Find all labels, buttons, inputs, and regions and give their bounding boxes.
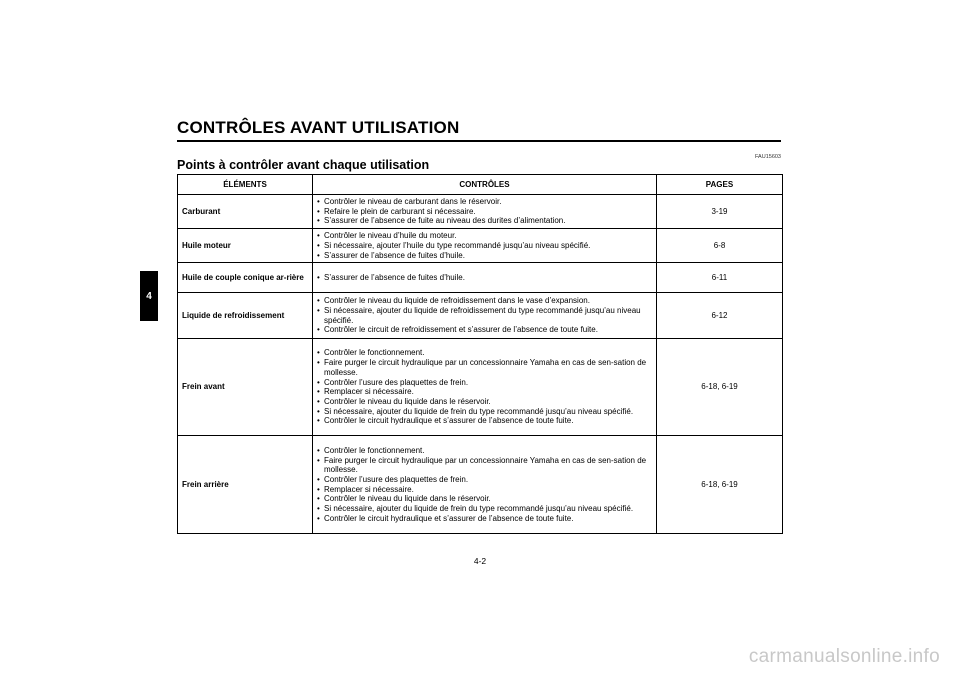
control-text: Contrôler le circuit hydraulique et s’assurer de l’absence de toute fuite. xyxy=(324,416,574,426)
control-text: Contrôler l’usure des plaquettes de frein. xyxy=(324,475,469,485)
bullet-icon: • xyxy=(317,513,320,523)
control-item xyxy=(317,397,652,407)
control-item xyxy=(317,358,652,377)
control-text: Remplacer si nécessaire. xyxy=(324,387,414,397)
control-item xyxy=(317,475,652,485)
control-text: S’assurer de l’absence de fuite au niveau des durites d’alimentation. xyxy=(324,216,566,226)
title-divider xyxy=(177,140,781,142)
control-text: S’assurer de l’absence de fuites d’huile. xyxy=(324,272,465,282)
bullet-icon: • xyxy=(317,348,320,358)
control-item xyxy=(317,306,652,325)
page-reference: 6-18, 6-19 xyxy=(657,339,783,436)
bullet-icon: • xyxy=(317,306,320,316)
control-text: Remplacer si nécessaire. xyxy=(324,484,414,494)
page-reference: 6-8 xyxy=(657,229,783,263)
control-text: Contrôler le circuit de refroidissement et s’assurer de l’absence de toute fuite. xyxy=(324,325,598,335)
watermark: carmanualsonline.info xyxy=(748,646,940,667)
control-text: Contrôler le niveau de carburant dans le réservoir. xyxy=(324,197,502,206)
control-item xyxy=(317,296,652,306)
table-row xyxy=(178,339,783,436)
control-text: Contrôler le niveau du liquide dans le réservoir. xyxy=(324,494,491,504)
control-text: Faire purger le circuit hydraulique par un concessionnaire Yamaha en cas de sen-sation de mollesse. xyxy=(324,455,647,475)
bullet-icon: • xyxy=(317,250,320,260)
table-row xyxy=(178,195,783,229)
control-list xyxy=(313,195,657,229)
column-header-elements: ÉLÉMENTS xyxy=(178,175,313,195)
item-name: Liquide de refroidissement xyxy=(178,293,313,339)
bullet-icon: • xyxy=(317,358,320,368)
control-item xyxy=(317,216,652,226)
page-reference: 6-12 xyxy=(657,293,783,339)
page-title: CONTRÔLES AVANT UTILISATION xyxy=(177,118,460,137)
page-reference: 6-18, 6-19 xyxy=(657,436,783,534)
control-text: Si nécessaire, ajouter l’huile du type recommandé jusqu’au niveau spécifié. xyxy=(324,240,591,250)
bullet-icon: • xyxy=(317,504,320,514)
item-name: Carburant xyxy=(178,195,313,229)
bullet-icon: • xyxy=(317,206,320,216)
table-body xyxy=(178,195,783,534)
control-text: Si nécessaire, ajouter du liquide de frein du type recommandé jusqu’au niveau spécifié. xyxy=(324,504,634,514)
bullet-icon: • xyxy=(317,231,320,241)
control-text: Faire purger le circuit hydraulique par un concessionnaire Yamaha en cas de sen-sation de mollesse. xyxy=(324,358,647,377)
control-item xyxy=(317,514,652,524)
item-name: Frein arrière xyxy=(178,436,313,534)
control-item xyxy=(317,241,652,251)
bullet-icon: • xyxy=(317,416,320,426)
section-title: Points à contrôler avant chaque utilisation xyxy=(177,158,430,172)
control-item xyxy=(317,273,652,283)
control-text: Contrôler l’usure des plaquettes de frein. xyxy=(324,377,469,387)
bullet-icon: • xyxy=(317,296,320,306)
control-text: Contrôler le niveau du liquide dans le réservoir. xyxy=(324,396,491,406)
control-item xyxy=(317,251,652,261)
control-item xyxy=(317,231,652,241)
control-item xyxy=(317,407,652,417)
control-item xyxy=(317,325,652,335)
bullet-icon: • xyxy=(317,396,320,406)
control-list xyxy=(313,263,657,293)
control-item xyxy=(317,446,652,456)
bullet-icon: • xyxy=(317,484,320,494)
control-item xyxy=(317,456,652,475)
control-item xyxy=(317,378,652,388)
control-text: Si nécessaire, ajouter du liquide de refroidissement du type recommandé jusqu’au niveau spécifié. xyxy=(324,306,641,325)
item-name: Frein avant xyxy=(178,339,313,436)
control-list xyxy=(313,339,657,436)
reference-code: FAU15603 xyxy=(755,154,781,160)
bullet-icon: • xyxy=(317,406,320,416)
bullet-icon: • xyxy=(317,197,320,206)
control-list xyxy=(313,436,657,534)
bullet-icon: • xyxy=(317,325,320,335)
bullet-icon: • xyxy=(317,272,320,282)
table-header-row xyxy=(178,175,783,195)
control-text: Contrôler le circuit hydraulique et s’assurer de l’absence de toute fuite. xyxy=(324,513,574,523)
item-name: Huile moteur xyxy=(178,229,313,263)
checklist-table xyxy=(177,174,783,534)
item-name: Huile de couple conique ar-rière xyxy=(178,263,313,293)
control-item xyxy=(317,348,652,358)
control-text: Refaire le plein de carburant si nécessaire. xyxy=(324,206,476,216)
control-text: Si nécessaire, ajouter du liquide de frein du type recommandé jusqu’au niveau spécifié. xyxy=(324,406,634,416)
table-row xyxy=(178,436,783,534)
control-item xyxy=(317,494,652,504)
chapter-tab: 4 xyxy=(140,271,158,321)
control-item xyxy=(317,504,652,514)
bullet-icon: • xyxy=(317,455,320,465)
bullet-icon: • xyxy=(317,445,320,455)
column-header-pages: PAGES xyxy=(657,175,783,195)
column-header-controls: CONTRÔLES xyxy=(313,175,657,195)
table-row xyxy=(178,293,783,339)
control-item xyxy=(317,387,652,397)
control-text: Contrôler le niveau du liquide de refroidissement dans le vase d’expansion. xyxy=(324,296,590,306)
control-text: Contrôler le fonctionnement. xyxy=(324,445,425,455)
table-row xyxy=(178,263,783,293)
control-list xyxy=(313,229,657,263)
page-reference: 3-19 xyxy=(657,195,783,229)
control-text: Contrôler le fonctionnement. xyxy=(324,348,425,358)
page-reference: 6-11 xyxy=(657,263,783,293)
control-item xyxy=(317,207,652,217)
control-item xyxy=(317,197,652,207)
bullet-icon: • xyxy=(317,387,320,397)
control-text: Contrôler le niveau d’huile du moteur. xyxy=(324,231,457,241)
bullet-icon: • xyxy=(317,377,320,387)
bullet-icon: • xyxy=(317,475,320,485)
control-text: S’assurer de l’absence de fuites d’huile. xyxy=(324,250,465,260)
bullet-icon: • xyxy=(317,494,320,504)
bullet-icon: • xyxy=(317,240,320,250)
table-row xyxy=(178,229,783,263)
control-list xyxy=(313,293,657,339)
control-item xyxy=(317,416,652,426)
bullet-icon: • xyxy=(317,216,320,226)
control-item xyxy=(317,485,652,495)
page-number: 4-2 xyxy=(473,556,487,566)
